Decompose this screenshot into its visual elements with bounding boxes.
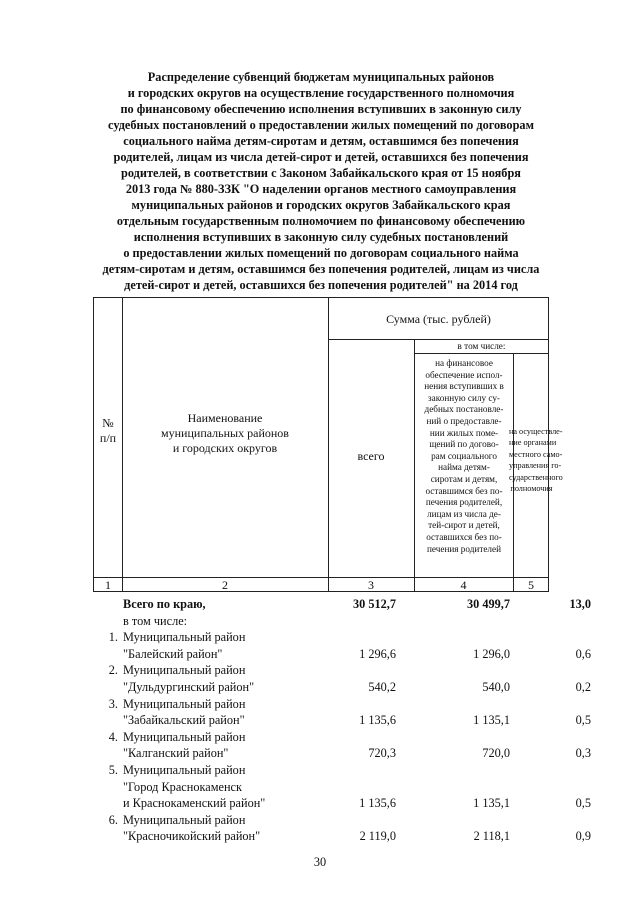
row-value-5: 0,6: [575, 646, 591, 661]
row-number: 3.: [108, 696, 118, 711]
page-number: 30: [313, 855, 327, 869]
header-line: местного само-: [509, 449, 563, 459]
row-name: "Забайкальский район": [123, 713, 245, 728]
table-row: [0, 729, 640, 745]
row-value-5: 0,9: [575, 829, 591, 844]
row-value-5: 0,5: [575, 713, 591, 728]
header-line: щений по догово-: [429, 439, 499, 450]
title-line: родителей, лицам из числа детей-сирот и детей, оставшихся без попечения: [113, 150, 529, 164]
row-name: Муниципальный район: [123, 696, 246, 711]
row-name: в том числе:: [123, 613, 188, 628]
document-title: [80, 69, 562, 293]
row-value-4: 540,0: [482, 680, 510, 694]
row-value-5: 0,3: [575, 746, 591, 761]
col-number-4: 4: [460, 578, 467, 592]
header-line: сударственного: [509, 472, 563, 482]
header-sub1: [415, 358, 513, 555]
table-row: [0, 596, 640, 612]
header-including: в том числе:: [457, 341, 506, 351]
col-number-2: 2: [222, 578, 228, 592]
header-line: лицам из числа де-: [427, 508, 501, 519]
header-line: на финансовое: [435, 358, 493, 368]
row-name: "Город Краснокаменск: [123, 779, 242, 794]
table-row: [0, 696, 640, 712]
title-line: родителей, в соответствии с Законом Забайкальского края от 15 ноября: [121, 166, 521, 180]
row-name: Муниципальный район: [123, 729, 246, 744]
header-line: тей-сирот и детей,: [428, 520, 500, 531]
row-value-4: 720,0: [482, 746, 510, 761]
row-total: 30 512,7: [352, 597, 396, 611]
row-number: 5.: [108, 763, 118, 777]
title-line: детей-сирот и детей, оставшихся без попечения родителей" на 2014 год: [124, 278, 518, 292]
header-line: сиротам и детям,: [430, 473, 498, 484]
table-row: [0, 779, 640, 795]
header-line: дебных постановле-: [424, 404, 504, 415]
header-sum: Сумма (тыс. рублей): [386, 312, 491, 326]
row-total: 720,3: [368, 746, 396, 761]
row-total: 1 296,6: [359, 646, 396, 661]
row-total: 1 135,6: [359, 796, 396, 811]
title-line: детям-сиротам и детям, оставшимся без попечения родителей, лицам из числа: [102, 262, 540, 276]
header-line: муниципальных районов: [161, 426, 289, 440]
table-row: [0, 613, 640, 629]
header-number: [94, 416, 122, 446]
table-row: [0, 812, 640, 828]
header-line: и городских округов: [172, 441, 278, 455]
header-total: всего: [357, 449, 385, 463]
row-name: Муниципальный район: [123, 763, 246, 777]
header-line: Наименование: [187, 411, 263, 425]
title-line: отдельным государственным полномочием по финансовому обеспечению: [116, 214, 526, 228]
header-line: найма детям-: [438, 462, 490, 473]
row-value-4: 1 296,0: [473, 646, 510, 661]
header-line: нения вступивших в: [424, 381, 504, 392]
table-row: [0, 795, 640, 811]
row-value-4: 1 135,1: [473, 713, 510, 728]
col-number-3: 3: [368, 578, 374, 592]
title-line: муниципальных районов и городских округов Забайкальского края: [131, 198, 511, 212]
header-line: управления го-: [509, 461, 562, 471]
title-line: и городских округов на осуществление государственного полномочия: [127, 86, 515, 100]
row-value-5: 0,2: [575, 680, 591, 694]
header-line: ний о предоставле-: [426, 415, 502, 426]
table-row: [0, 762, 640, 778]
row-total: 1 135,6: [359, 713, 396, 728]
header-line: оставшихся без по-: [426, 531, 502, 542]
header-line: законную силу су-: [428, 392, 500, 403]
table-row: [0, 712, 640, 728]
title-line: исполнения вступивших в законную силу судебных постановлений: [133, 230, 509, 244]
header-line: печения родителей,: [425, 497, 503, 508]
row-number: 2.: [108, 663, 118, 678]
title-line: судебных постановлений о предоставлении жилых помещений по договорам: [108, 118, 534, 132]
table-row: [0, 828, 640, 844]
row-number: 6.: [108, 812, 118, 827]
header-line: полномочия: [510, 484, 553, 494]
table-row: [0, 662, 640, 678]
table-row: [0, 679, 640, 695]
row-value-4: 1 135,1: [473, 796, 510, 811]
table-row: [0, 646, 640, 662]
header-line: №: [102, 416, 114, 430]
title-line: Распределение субвенций бюджетам муниципальных районов: [147, 70, 495, 84]
header-line: обеспечение испол-: [425, 369, 503, 380]
header-line: оставшимся без по-: [425, 485, 503, 496]
title-line: по финансовому обеспечению исполнения вступивших в законную силу: [120, 102, 522, 116]
row-total: 2 119,0: [359, 829, 396, 844]
title-line: о предоставлении жилых помещений по договорам социального найма: [123, 246, 519, 260]
row-name: "Балейский район": [123, 646, 223, 661]
table-row: [0, 745, 640, 761]
row-name: и Краснокаменский район": [123, 796, 266, 811]
row-name: Муниципальный район: [123, 630, 246, 645]
header-sub2: [509, 426, 563, 494]
header-line: печения родителей: [426, 543, 501, 554]
row-name: "Калганский район": [123, 746, 229, 761]
header-line: рам социального: [431, 450, 497, 461]
row-name: Всего по краю,: [123, 597, 206, 611]
header-line: на осуществле-: [509, 427, 563, 436]
row-number: 4.: [108, 729, 118, 744]
row-total: 540,2: [368, 680, 396, 694]
row-value-4: 30 499,7: [466, 597, 510, 611]
title-line: 2013 года № 880-ЗЗК "О наделении органов местного самоуправления: [125, 182, 517, 196]
col-number-5: 5: [528, 578, 534, 592]
header-line: нии жилых поме-: [429, 427, 499, 438]
row-value-5: 0,5: [575, 796, 591, 811]
row-name: Муниципальный район: [123, 812, 246, 827]
row-name: "Красночикойский район": [123, 829, 261, 844]
header-line: п/п: [99, 431, 117, 445]
col-number-1: 1: [105, 578, 111, 592]
row-value-4: 2 118,1: [473, 829, 510, 844]
row-value-5: 13,0: [569, 597, 591, 611]
row-name: "Дульдургинский район": [123, 680, 255, 694]
header-name: [122, 411, 328, 456]
title-line: социального найма детям-сиротам и детям, оставшимся без попечения: [123, 134, 519, 148]
table-row: [0, 629, 640, 645]
table-header-grid: [93, 297, 563, 592]
row-number: 1.: [108, 630, 118, 645]
header-line: ние органами: [509, 438, 557, 448]
row-name: Муниципальный район: [123, 663, 246, 678]
